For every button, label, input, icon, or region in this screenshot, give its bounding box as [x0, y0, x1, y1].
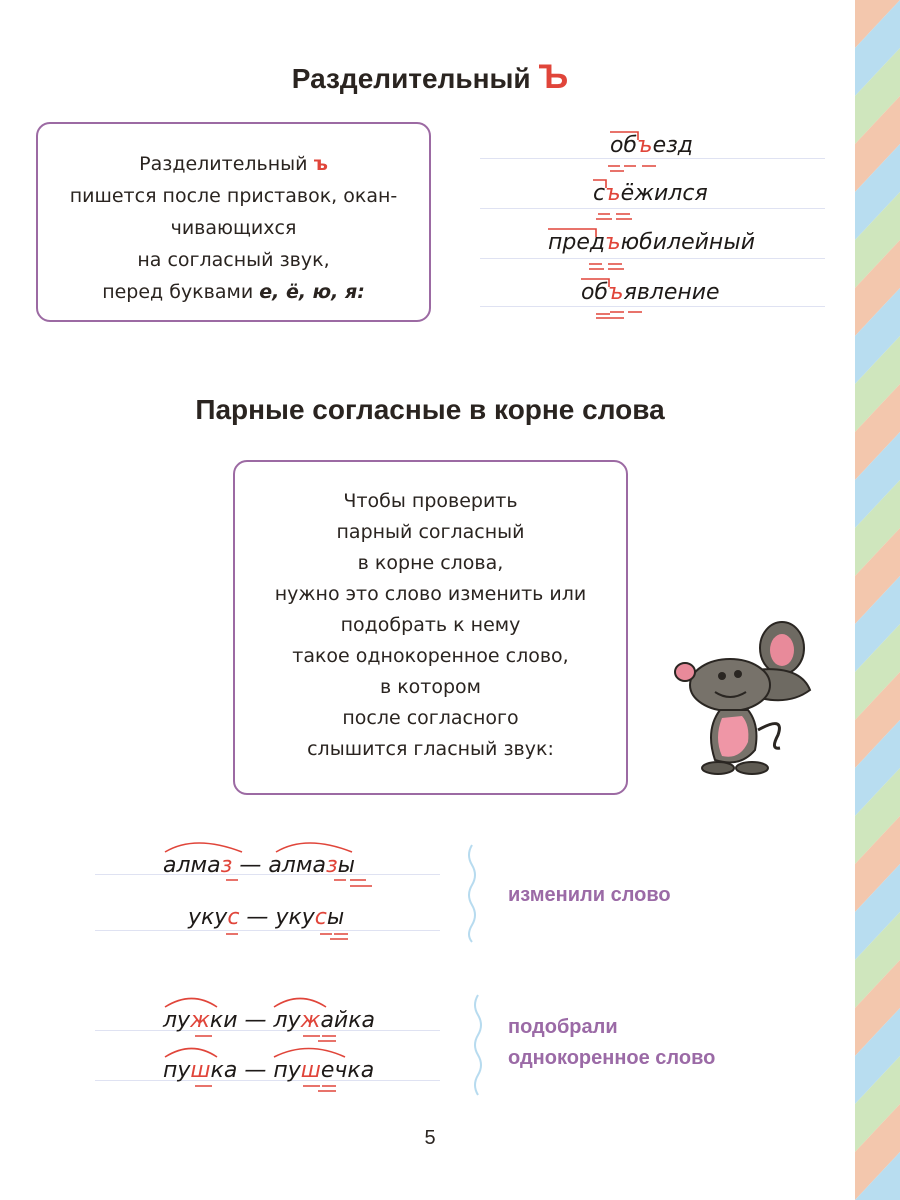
rule-box-paired-consonants: [233, 460, 628, 795]
underline-4: [596, 312, 642, 318]
root-arc-1b: [276, 843, 352, 852]
example-word-predyubileyny: предъюбилейный: [548, 230, 755, 255]
note-cognate-line-2: однокоренное слово: [508, 1047, 716, 1069]
example-word-sezhilsya: съёжился: [593, 181, 708, 206]
note-changed-word: изменили слово: [508, 884, 671, 906]
rule2-line-2: парный согласный: [336, 521, 525, 543]
decorative-triangle-strip: [855, 0, 900, 1200]
rule-line-1: Разделительный ъ: [139, 153, 328, 175]
rule2-line-4: нужно это слово изменить или: [274, 583, 587, 605]
underline-3: [589, 264, 624, 269]
rule2-line-9: слышится гласный звук:: [307, 738, 554, 760]
pair-ukus: укус — укусы: [188, 905, 345, 930]
page-number: 5: [424, 1127, 436, 1149]
pair-luzhki: лужки — лужайка: [163, 1008, 375, 1033]
root-arc-3b: [274, 999, 326, 1008]
section-title-hard-sign: [0, 58, 860, 97]
section-title-text: Разделительный: [291, 63, 531, 94]
example-word-obyavlenie: объявление: [581, 280, 720, 305]
rule2-line-7: в котором: [379, 676, 482, 698]
rule2-line-6: такое однокоренное слово,: [292, 645, 569, 667]
rule-line-4: на согласный звук,: [137, 249, 330, 271]
pair-almaz: алмаз — алмазы: [163, 853, 356, 878]
section-title-paired-consonants: Парные согласные в корне слова: [195, 394, 665, 425]
root-arc-1a: [165, 843, 242, 852]
pair-pushka: пушка — пушечка: [163, 1058, 375, 1083]
wavy-separator-1: [469, 845, 475, 942]
rule2-line-1: Чтобы проверить: [343, 490, 518, 512]
hard-sign-letter: Ъ: [538, 58, 569, 96]
root-arc-3a: [165, 999, 217, 1008]
wavy-separator-2: [475, 995, 481, 1095]
root-arc-4b: [274, 1049, 345, 1058]
rule2-line-8: после согласного: [342, 707, 519, 729]
underline-2: [596, 214, 632, 219]
consonant-lines-2: [226, 934, 348, 939]
rule-box-hard-sign: [36, 122, 431, 322]
root-arc-4a: [165, 1049, 217, 1058]
rule-line-3: чивающихся: [170, 217, 297, 239]
rule2-line-5: подобрать к нему: [340, 614, 521, 636]
mouse-illustration: [660, 610, 820, 780]
example-word-obezd: объезд: [610, 133, 694, 158]
note-cognate-line-1: подобрали: [508, 1016, 618, 1038]
rule-line-5: перед буквами е, ё, ю, я:: [102, 281, 365, 303]
consonant-lines-1: [226, 880, 372, 886]
rule2-line-3: в корне слова,: [357, 552, 504, 574]
rule-line-2: пишется после приставок, окан-: [69, 185, 398, 207]
consonant-lines-4: [195, 1086, 336, 1091]
underline-1: [608, 166, 656, 171]
consonant-lines-3: [195, 1036, 336, 1041]
